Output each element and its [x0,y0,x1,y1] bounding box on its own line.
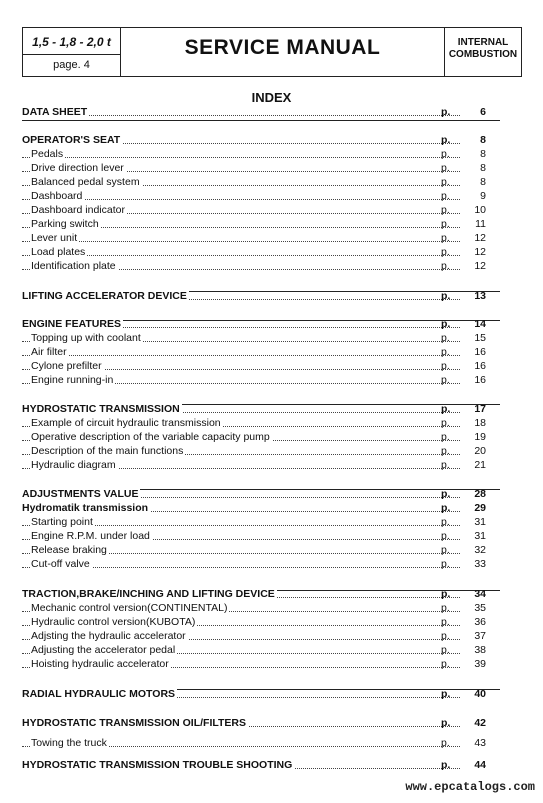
index-entry [22,360,500,373]
entry-label: Operative description of the variable capacity pump [31,431,270,443]
page-number: 44 [474,759,486,771]
page-prefix: p. [441,516,450,528]
page-number: 8 [480,134,486,146]
category-line-1: INTERNAL [457,37,509,48]
index-entry [22,134,500,147]
index-entry [22,530,500,543]
entry-label: Pedals [31,148,64,160]
index-entry [22,488,500,501]
entry-label: DATA SHEET [22,106,88,118]
page-number: 16 [474,360,486,372]
index-entry [22,190,500,203]
page-prefix: p. [441,403,451,415]
page-prefix: p. [441,630,450,642]
index-entry [22,759,500,772]
page-prefix: p. [441,346,450,358]
page-prefix: p. [441,658,450,670]
page-number: 12 [474,232,486,244]
entry-label: TRACTION,BRAKE/INCHING AND LIFTING DEVICE [22,588,275,600]
page-prefix: p. [441,374,450,386]
entry-label: Air filter [31,346,67,358]
page-prefix: p. [441,737,450,749]
page-number: page. 4 [53,59,90,71]
entry-label: HYDROSTATIC TRANSMISSION TROUBLE SHOOTING [22,759,293,771]
page-number: 31 [474,516,486,528]
page-number: 37 [474,630,486,642]
page-prefix: p. [441,431,450,443]
page-prefix: p. [441,162,450,174]
entry-label: OPERATOR'S SEAT [22,134,121,146]
page-prefix: p. [441,134,451,146]
page-number: 39 [474,658,486,670]
page-prefix: p. [441,558,450,570]
page-number: 9 [480,190,486,202]
page-number: 35 [474,602,486,614]
entry-label: Example of circuit hydraulic transmission [31,417,221,429]
page-prefix: p. [441,616,450,628]
index-entry [22,106,500,119]
page-number: 15 [474,332,486,344]
page-number: 36 [474,616,486,628]
index-entry [22,516,500,529]
index-entry [22,246,500,259]
index-entry [22,417,500,430]
index-entry [22,148,500,161]
entry-label: Cut-off valve [31,558,90,570]
leader-dots [22,157,460,158]
index-heading: INDEX [251,90,292,105]
entry-label: Parking switch [31,218,99,230]
page-number: 17 [474,403,486,415]
page-number: 12 [474,246,486,258]
page-prefix: p. [441,644,450,656]
page-number: 31 [474,530,486,542]
title-box [121,28,444,76]
page-prefix: p. [441,232,450,244]
page-number: 34 [474,588,486,600]
page-prefix: p. [441,106,451,118]
page-number: 43 [474,737,486,749]
section-rule [22,120,500,121]
model-range: 1,5 - 1,8 - 2,0 t [23,30,120,55]
page-prefix: p. [441,176,450,188]
entry-label: Towing the truck [31,737,107,749]
page-prefix: p. [441,530,450,542]
entry-label: Engine running-in [31,374,114,386]
page-prefix: p. [441,459,450,471]
page-prefix: p. [441,190,450,202]
page-prefix: p. [441,218,450,230]
document-header [22,27,522,77]
page-prefix: p. [441,290,451,302]
entry-label: ADJUSTMENTS VALUE [22,488,139,500]
entry-label: ENGINE FEATURES [22,318,121,330]
entry-label: RADIAL HYDRAULIC MOTORS [22,688,176,700]
index-entry [22,374,500,387]
index-entry [22,737,500,750]
page-number: 16 [474,374,486,386]
page-prefix: p. [441,717,451,729]
page-number: 6 [480,106,486,118]
index-entry [22,332,500,345]
index-entry [22,176,500,189]
entry-label: Dashboard indicator [31,204,125,216]
page-prefix: p. [441,759,451,771]
index-entry [22,318,500,331]
page-prefix: p. [441,332,450,344]
page-prefix: p. [441,502,451,514]
page-number: 12 [474,260,486,272]
entry-label: Balanced pedal system [31,176,140,188]
entry-label: Cylone prefilter [31,360,102,372]
page-number: 16 [474,346,486,358]
entry-label: Mechanic control version(CONTINENTAL) [31,602,228,614]
index-entry [22,204,500,217]
entry-label: HYDROSTATIC TRANSMISSION OIL/FILTERS [22,717,246,729]
page-number: 42 [474,717,486,729]
page-prefix: p. [441,588,451,600]
index-entry [22,558,500,571]
entry-label: Hydraulic control version(KUBOTA) [31,616,196,628]
entry-label: Drive direction lever [31,162,124,174]
entry-label: Release braking [31,544,107,556]
page-prefix: p. [441,488,451,500]
entry-label: Starting point [31,516,93,528]
page-number: 28 [474,488,486,500]
entry-label: Hydromatik transmission [22,502,149,514]
index-entry [22,717,500,730]
index-entry [22,403,500,416]
entry-label: Adjsting the hydraulic accelerator [31,630,186,642]
entry-label: Hydraulic diagram [31,459,116,471]
page-prefix: p. [441,246,450,258]
index-entry [22,544,500,557]
page-number: 19 [474,431,486,443]
page-prefix: p. [441,417,450,429]
page-prefix: p. [441,602,450,614]
page-number: 29 [474,502,486,514]
watermark-url: www.epcatalogs.com [405,780,535,794]
page-prefix: p. [441,148,450,160]
leader-dots [22,199,460,200]
leader-dots [22,355,460,356]
index-entry [22,431,500,444]
document-title: SERVICE MANUAL [184,36,381,59]
page-number: 40 [474,688,486,700]
page-number: 8 [480,162,486,174]
page-number: 32 [474,544,486,556]
index-entry [22,658,500,671]
entry-label: Dashboard [31,190,83,202]
index-entry [22,688,500,701]
index-entry [22,445,500,458]
index-entry [22,162,500,175]
page-number: 13 [474,290,486,302]
entry-label: Description of the main functions [31,445,184,457]
entry-label: Engine R.P.M. under load [31,530,150,542]
entry-label: Load plates [31,246,86,258]
page-prefix: p. [441,544,450,556]
index-entry [22,644,500,657]
model-box [23,28,121,76]
page-number: 21 [474,459,486,471]
entry-label: Hoisting hydraulic accelerator [31,658,169,670]
entry-label: LIFTING ACCELERATOR DEVICE [22,290,187,302]
index-entry [22,232,500,245]
page-prefix: p. [441,260,450,272]
index-entry [22,290,500,303]
leader-dots [22,241,460,242]
category-box [444,28,521,76]
page-number: 20 [474,445,486,457]
index-entry [22,630,500,643]
page-number: 14 [474,318,486,330]
page-number: 8 [480,148,486,160]
index-entry [22,459,500,472]
index-entry [22,502,500,515]
index-entry [22,260,500,273]
entry-label: Topping up with coolant [31,332,141,344]
leader-dots [22,255,460,256]
page-number: 8 [480,176,486,188]
page-prefix: p. [441,360,450,372]
entry-label: Identification plate [31,260,116,272]
page-prefix: p. [441,445,450,457]
entry-label: HYDROSTATIC TRANSMISSION [22,403,180,415]
index-entry [22,346,500,359]
page-number: 10 [474,204,486,216]
index-entry [22,616,500,629]
entry-label: Lever unit [31,232,78,244]
page-prefix: p. [441,688,451,700]
page-number: 18 [474,417,486,429]
index-entry [22,588,500,601]
category-line-2: COMBUSTION [448,49,518,60]
page-number: 33 [474,558,486,570]
index-entry [22,602,500,615]
index-entry [22,218,500,231]
page-prefix: p. [441,318,451,330]
page-number: 38 [474,644,486,656]
entry-label: Adjusting the accelerator pedal [31,644,176,656]
page-number: 11 [475,218,486,230]
page-prefix: p. [441,204,450,216]
